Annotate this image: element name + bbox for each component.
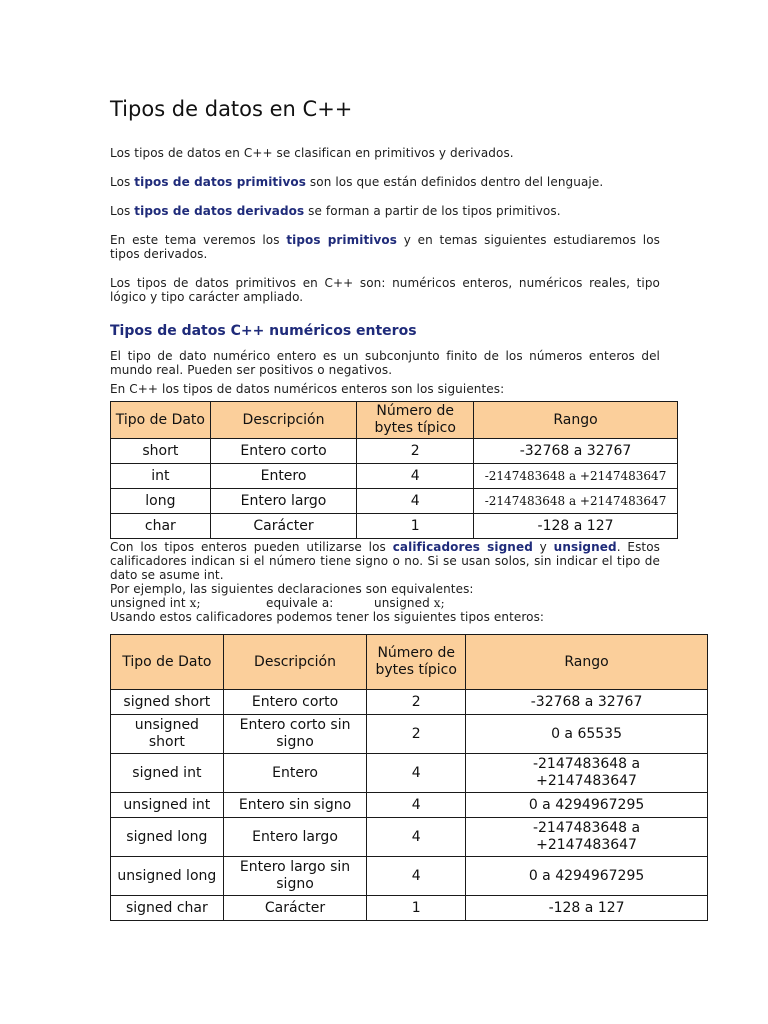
text-span: y en temas siguientes estudiaremos los tipos derivados. — [110, 233, 660, 261]
qualified-integer-types-table — [110, 634, 708, 921]
example-declarations — [110, 596, 660, 610]
section-paragraph-2: En C++ los tipos de datos numéricos enteros son los siguientes: — [110, 382, 505, 396]
table-row — [111, 690, 708, 715]
table-cell: Entero corto — [223, 690, 367, 715]
table-cell: Entero largo sin signo — [223, 857, 367, 896]
table-cell: -128 a 127 — [466, 896, 708, 921]
term-derived-types: tipos de datos derivados — [134, 204, 305, 218]
header-cell: Número de bytes típico — [367, 635, 466, 690]
term-primitive: tipos primitivos — [286, 233, 398, 247]
declaration-b — [374, 596, 445, 610]
table-cell: short — [111, 439, 211, 464]
table-cell: Entero sin signo — [223, 793, 367, 818]
table-cell: char — [111, 514, 211, 539]
table-cell: Entero largo — [223, 818, 367, 857]
text-span: Los — [110, 175, 135, 189]
header-cell: Rango — [466, 635, 708, 690]
example-intro: Por ejemplo, las siguientes declaraciones son equivalentes: — [110, 582, 474, 596]
table-row — [111, 514, 678, 539]
table-cell: 2 — [367, 715, 466, 754]
table-cell: -2147483648 a +2147483647 — [474, 489, 678, 514]
qualifiers-outro: Usando estos calificadores podemos tener los siguientes tipos enteros: — [110, 610, 545, 624]
text-span: Los — [110, 204, 135, 218]
section-paragraph-1: El tipo de dato numérico entero es un subconjunto finito de los números enteros del mundo real. Pueden ser positivos o negativos. — [110, 349, 660, 377]
table-cell: 4 — [367, 754, 466, 793]
text-span: se forman a partir de los tipos primitivos. — [304, 204, 561, 218]
table-row — [111, 896, 708, 921]
table-row — [111, 439, 678, 464]
intro-paragraph-3 — [110, 204, 660, 218]
table-cell: signed long — [111, 818, 224, 857]
table-cell: -32768 a 32767 — [466, 690, 708, 715]
table-cell: -2147483648 a +2147483647 — [466, 818, 708, 857]
table-cell: -128 a 127 — [474, 514, 678, 539]
intro-paragraph-2 — [110, 175, 660, 189]
table-cell: int — [111, 464, 211, 489]
table-cell: long — [111, 489, 211, 514]
table-row — [111, 857, 708, 896]
table-cell: Carácter — [223, 896, 367, 921]
table-cell: Entero largo — [210, 489, 357, 514]
intro-paragraph-4 — [110, 233, 660, 261]
table-cell: 4 — [357, 464, 474, 489]
table-cell: -2147483648 a +2147483647 — [466, 754, 708, 793]
header-cell: Descripción — [210, 402, 357, 439]
qualifiers-paragraph — [110, 540, 660, 582]
table-cell: Entero corto — [210, 439, 357, 464]
table-header-row — [111, 402, 678, 439]
section-heading: Tipos de datos C++ numéricos enteros — [110, 323, 417, 339]
table-cell: 4 — [357, 489, 474, 514]
intro-paragraph-5: Los tipos de datos primitivos en C++ son: numéricos enteros, numéricos reales, tipo lógico y tipo carácter ampliado. — [110, 276, 660, 304]
header-cell: Tipo de Dato — [111, 635, 224, 690]
table-cell: Entero — [210, 464, 357, 489]
table-cell: 0 a 4294967295 — [466, 793, 708, 818]
header-cell: Descripción — [223, 635, 367, 690]
table-cell: signed short — [111, 690, 224, 715]
table-cell: 0 a 65535 — [466, 715, 708, 754]
term-unsigned: unsigned — [553, 540, 617, 554]
table-cell: signed int — [111, 754, 224, 793]
table-cell: signed char — [111, 896, 224, 921]
declaration-a — [110, 596, 266, 610]
table-cell: 4 — [367, 793, 466, 818]
equivalence-label: equivale a: — [266, 596, 334, 610]
table-cell: Entero — [223, 754, 367, 793]
table-cell: 4 — [367, 857, 466, 896]
table-cell: 0 a 4294967295 — [466, 857, 708, 896]
text-span: . Estos calificadores indican si el número tiene signo o no. Si se usan solos, sin indicar el tipo de dato se asume int. — [110, 540, 661, 582]
table-cell: 2 — [367, 690, 466, 715]
intro-paragraph-1: Los tipos de datos en C++ se clasifican en primitivos y derivados. — [110, 146, 514, 160]
table-cell: 4 — [367, 818, 466, 857]
table-row — [111, 715, 708, 754]
text-span: unsigned — [374, 596, 430, 610]
integer-types-table — [110, 401, 678, 539]
table-cell: Carácter — [210, 514, 357, 539]
table-cell: -32768 a 32767 — [474, 439, 678, 464]
text-span: unsigned int — [110, 596, 186, 610]
term-signed: calificadores signed — [392, 540, 533, 554]
header-cell: Número de bytes típico — [357, 402, 474, 439]
page-title: Tipos de datos en C++ — [110, 97, 353, 121]
text-span: son los que están definidos dentro del lenguaje. — [306, 175, 604, 189]
table-row — [111, 754, 708, 793]
table-row — [111, 489, 678, 514]
document-page — [110, 96, 667, 921]
table-header-row — [111, 635, 708, 690]
header-cell: Tipo de Dato — [111, 402, 211, 439]
qualifiers-text — [110, 540, 660, 624]
text-span: x; — [433, 596, 445, 610]
table-cell: unsigned int — [111, 793, 224, 818]
header-cell: Rango — [474, 402, 678, 439]
table-row — [111, 818, 708, 857]
table-cell: 1 — [367, 896, 466, 921]
text-span: y — [532, 540, 554, 554]
table-cell: unsigned short — [111, 715, 224, 754]
term-primitive-types: tipos de datos primitivos — [134, 175, 306, 189]
table-cell: unsigned long — [111, 857, 224, 896]
text-span: En este tema veremos los — [110, 233, 287, 247]
text-span: x; — [189, 596, 201, 610]
table-cell: -2147483648 a +2147483647 — [474, 464, 678, 489]
table-cell: 2 — [357, 439, 474, 464]
table-row — [111, 464, 678, 489]
intro-section — [110, 146, 660, 304]
text-span: Con los tipos enteros pueden utilizarse los — [110, 540, 393, 554]
table-cell: 1 — [357, 514, 474, 539]
table-cell: Entero corto sin signo — [223, 715, 367, 754]
qualified-types-table-wrap — [110, 634, 660, 921]
table-row — [111, 793, 708, 818]
